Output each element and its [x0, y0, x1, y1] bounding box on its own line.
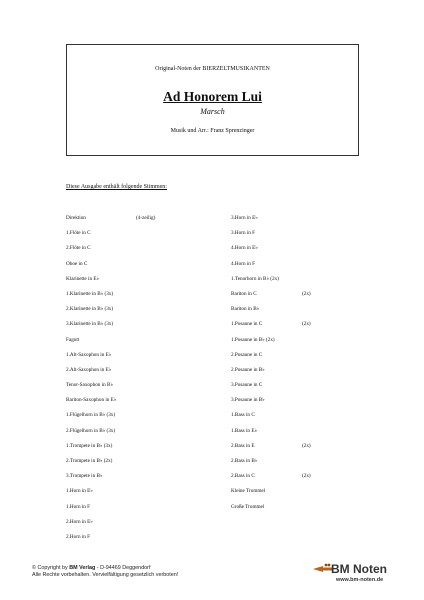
part-name: 1.Horn in F — [66, 503, 91, 510]
part-name: 2.Horn in E♭ — [66, 518, 93, 525]
part-row — [66, 487, 236, 502]
part-name: 1.Flügelhorn in B♭ (3x) — [66, 412, 116, 419]
part-name: Tenor-Saxophon in B♭ — [66, 382, 113, 389]
part-name: 2.Posaune in B♭ — [231, 366, 265, 373]
part-note: (4-zeilig) — [136, 215, 156, 221]
part-row — [231, 290, 401, 305]
part-row — [66, 260, 236, 275]
part-row — [66, 244, 236, 259]
part-name: 1.Horn in E♭ — [66, 488, 93, 495]
part-name: Direktion — [66, 215, 86, 221]
part-name: 4.Horn in F — [231, 260, 256, 267]
title-box — [66, 44, 359, 156]
part-row — [231, 275, 401, 290]
part-name: 3.Horn in E♭ — [231, 215, 258, 221]
part-name: 3.Klarinette in B♭ (3x) — [66, 321, 114, 328]
part-name: 3.Trompete in B♭ — [66, 473, 103, 480]
part-row — [66, 503, 236, 518]
part-name: Große Trommel — [231, 503, 265, 510]
part-name: 1.Bass in C — [231, 412, 255, 419]
part-name: 2.Alt-Saxophon in E♭ — [66, 366, 112, 373]
part-row — [66, 396, 236, 411]
publisher-address: - D-94469 Deggendorf — [95, 565, 151, 571]
part-row — [231, 457, 401, 472]
part-row — [231, 260, 401, 275]
part-row — [66, 533, 236, 548]
rights-notice: Alle Rechte vorbehalten. Vervielfältigung gesetzlich verboten! — [32, 572, 179, 578]
part-row — [66, 305, 236, 320]
part-row — [66, 411, 236, 426]
part-row — [231, 214, 401, 229]
series-subtitle: Original-Noten der BIERZELTMUSIKANTEN — [155, 66, 270, 72]
part-row — [66, 518, 236, 533]
part-name: 2.Bass in E — [231, 442, 255, 449]
part-row — [66, 427, 236, 442]
part-row — [66, 366, 236, 381]
part-row — [231, 366, 401, 381]
bm-noten-logo — [311, 560, 401, 590]
piece-genre: Marsch — [200, 107, 225, 116]
part-row — [231, 229, 401, 244]
part-row — [66, 229, 236, 244]
part-row — [231, 305, 401, 320]
part-name: Kleine Trommel — [231, 488, 266, 495]
part-note: (2x) — [302, 321, 311, 328]
part-name: 1.Alt-Saxophon in E♭ — [66, 351, 112, 358]
parts-list-right — [231, 214, 401, 518]
part-name: 2.Klarinette in B♭ (3x) — [66, 306, 114, 313]
part-name: 1.Bass in E♭ — [231, 427, 257, 434]
part-name: 1.Flöte in C — [66, 230, 91, 237]
part-name: 4.Horn in E♭ — [231, 245, 258, 252]
part-row — [66, 275, 236, 290]
part-name: 1.Tenorhorn in B♭ (2x) — [231, 275, 279, 282]
part-name: Bariton in C — [231, 290, 257, 297]
part-row — [66, 442, 236, 457]
part-name: 2.Trompete in B♭ (2x) — [66, 458, 113, 464]
part-note: (2x) — [302, 290, 311, 297]
part-name: 2.Bass in C — [231, 473, 255, 480]
part-name: Klarinette in E♭ — [66, 275, 99, 282]
part-note: (2x) — [302, 473, 311, 480]
part-row — [66, 336, 236, 351]
part-name: Fagott — [66, 336, 80, 343]
publisher-name: BM Verlag — [69, 565, 96, 571]
part-row — [66, 351, 236, 366]
part-row — [231, 396, 401, 411]
piece-title: Ad Honorem Lui — [163, 89, 262, 104]
part-row — [231, 320, 401, 335]
composer-credit: Musik und Arr.: Franz Sprenzinger — [170, 128, 255, 134]
part-row — [66, 214, 236, 229]
part-name: 2.Flöte in C — [66, 245, 91, 252]
part-row — [66, 457, 236, 472]
parts-list-left — [66, 214, 236, 548]
part-name: 3.Posaune in B♭ — [231, 397, 265, 404]
part-row — [66, 320, 236, 335]
part-row — [66, 290, 236, 305]
part-row — [66, 381, 236, 396]
part-row — [231, 381, 401, 396]
part-name: 2.Bass in B♭ — [231, 458, 258, 464]
parts-intro: Diese Ausgabe enthält folgende Stimmen: — [66, 184, 167, 190]
part-name: Oboe in C — [66, 260, 88, 267]
part-note: (2x) — [302, 442, 311, 449]
part-row — [231, 487, 401, 502]
part-row — [231, 244, 401, 259]
part-row — [231, 411, 401, 426]
part-row — [66, 472, 236, 487]
part-name: 2.Posaune in C — [231, 351, 263, 358]
part-name: 3.Posaune in C — [231, 382, 263, 389]
part-row — [231, 427, 401, 442]
logo-url[interactable]: www.bm-noten.de — [336, 577, 384, 583]
copyright-prefix: © Copyright by — [32, 565, 70, 571]
logo-wordmark: BM Noten — [331, 562, 387, 576]
part-row — [231, 336, 401, 351]
part-name: 1.Klarinette in B♭ (3x) — [66, 290, 114, 297]
part-name: 1.Posaune in C — [231, 321, 263, 328]
part-name: Bariton-Saxophon in E♭ — [66, 397, 117, 404]
part-name: 3.Horn in F — [231, 230, 256, 237]
part-name: Bariton in B♭ — [231, 306, 260, 313]
part-row — [231, 351, 401, 366]
part-name: 2.Flügelhorn in B♭ (3x) — [66, 427, 116, 434]
part-name: 1.Posaune in B♭ (2x) — [231, 336, 275, 343]
part-name: 2.Horn in F — [66, 533, 91, 540]
part-name: 1.Trompete in B♭ (3x) — [66, 442, 113, 449]
part-row — [231, 472, 401, 487]
part-row — [231, 503, 401, 518]
copyright-notice — [32, 565, 178, 579]
part-row — [231, 442, 401, 457]
